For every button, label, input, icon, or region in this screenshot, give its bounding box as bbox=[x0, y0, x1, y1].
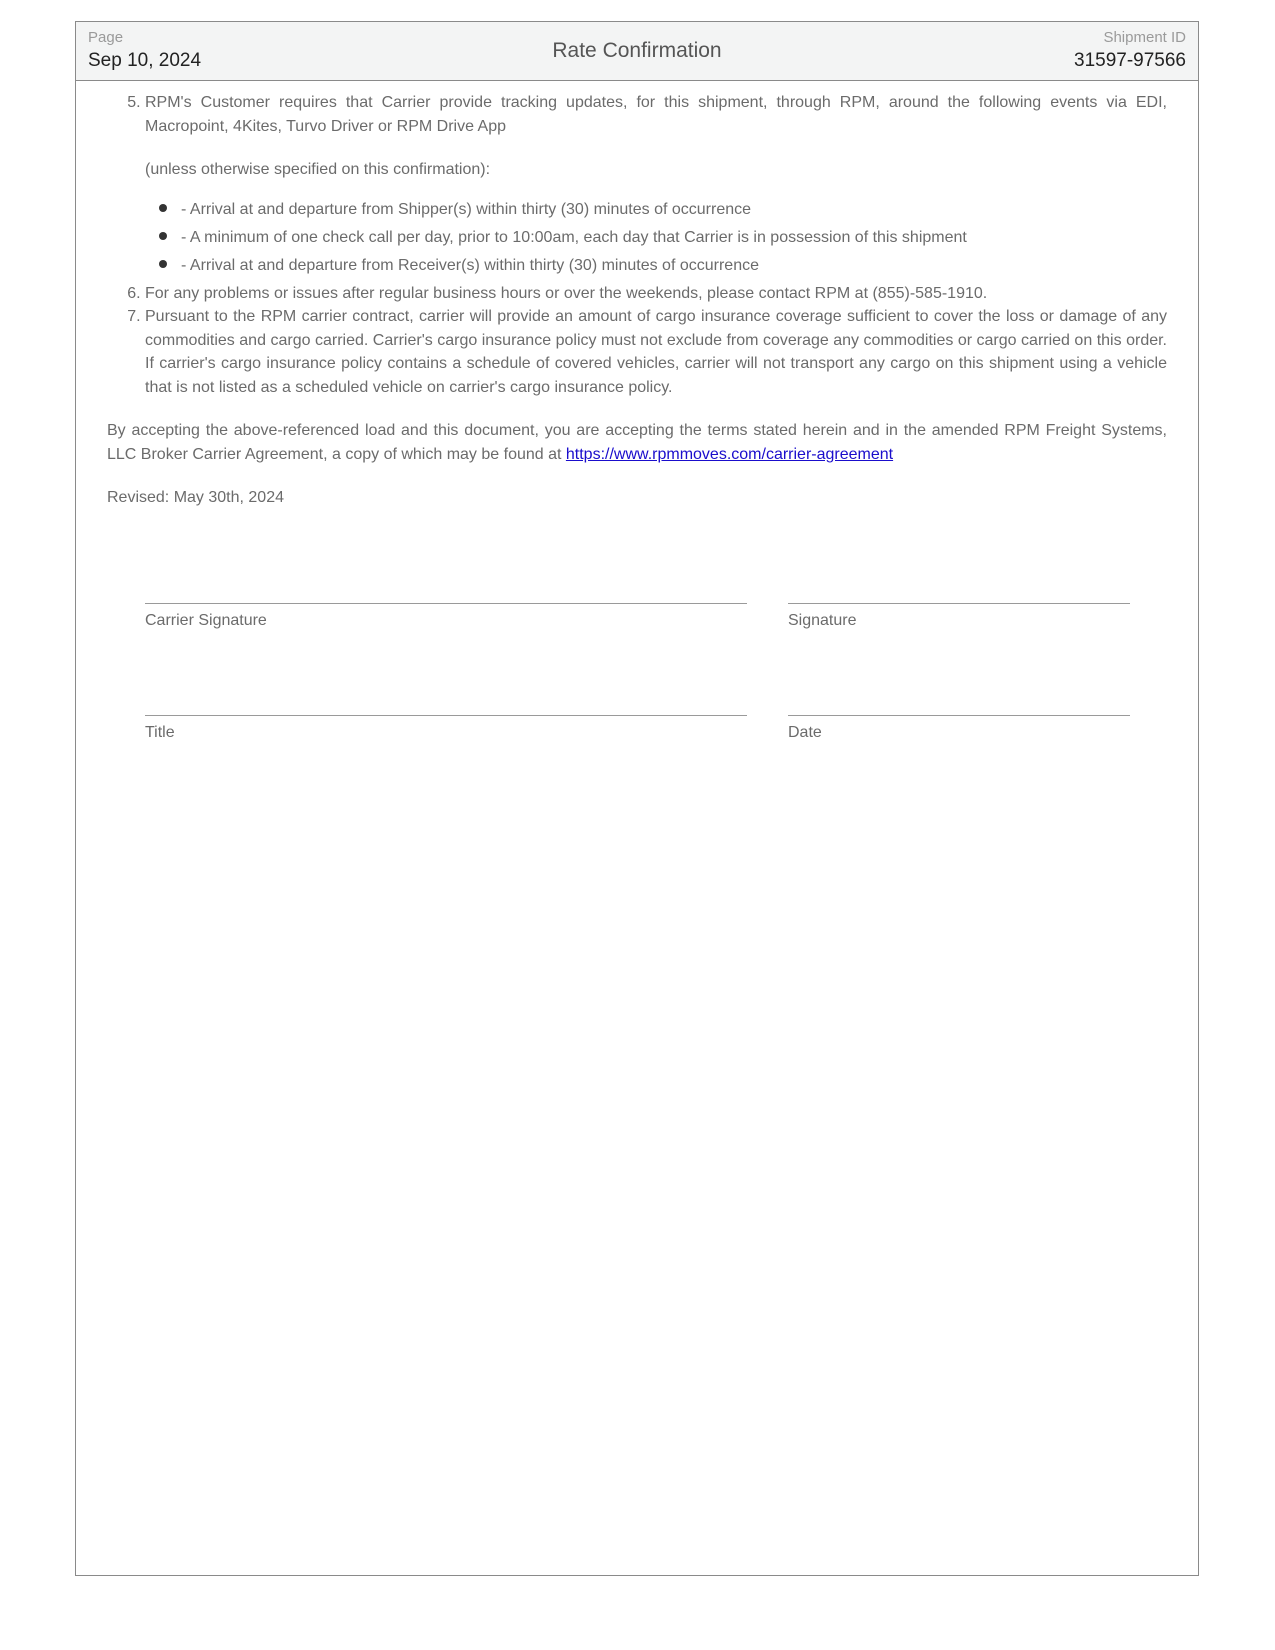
page-label: Page bbox=[88, 29, 124, 46]
shipment-id-label: Shipment ID bbox=[1103, 29, 1186, 46]
event-text: - A minimum of one check call per day, prior to 10:00am, each day that Carrier is in possession of this shipment bbox=[181, 228, 967, 246]
tracking-events-list bbox=[145, 198, 1167, 277]
title-field bbox=[145, 715, 747, 742]
bullet-icon bbox=[159, 260, 167, 268]
signature-line bbox=[788, 715, 1130, 716]
acceptance-text: By accepting the above-referenced load and this document, you are accepting the terms stated herein and in the amended RPM Freight Systems, LLC Broker Carrier Agreement, a copy of which may be found at bbox=[107, 422, 1167, 463]
date-field bbox=[788, 715, 1130, 742]
terms-content bbox=[107, 91, 1167, 510]
terms-list bbox=[107, 91, 1167, 399]
event-text: - Arrival at and departure from Shipper(s) within thirty (30) minutes of occurrence bbox=[181, 200, 752, 218]
term-6-text: For any problems or issues after regular business hours or over the weekends, please contact RPM at (855)-585-1910. bbox=[145, 284, 988, 302]
term-5-text: RPM's Customer requires that Carrier provide tracking updates, for this shipment, through RPM, around the following events via EDI, Macropoint, 4Kites, Turvo Driver or RPM Drive App bbox=[145, 94, 1167, 135]
signature-label: Signature bbox=[788, 612, 857, 629]
list-item bbox=[181, 254, 1167, 277]
document-header bbox=[76, 22, 1198, 81]
term-item-7 bbox=[145, 305, 1167, 399]
term-item-6 bbox=[145, 282, 1167, 306]
term-5-note: (unless otherwise specified on this confirmation): bbox=[145, 161, 491, 178]
bullet-icon bbox=[159, 204, 167, 212]
list-item bbox=[181, 226, 1167, 249]
signature-line bbox=[788, 603, 1130, 604]
signature-line bbox=[145, 715, 747, 716]
bullet-icon bbox=[159, 232, 167, 240]
term-7-text: Pursuant to the RPM carrier contract, carrier will provide an amount of cargo insurance coverage sufficient to cover the loss or damage of any commodities and cargo carried. Carrier's cargo insurance policy must not exclude from coverage any commodities or cargo carried on this order. If carrier's cargo insurance policy contains a schedule of covered vehicles, carrier will not transport any cargo on this shipment using a vehicle that is not listed as a scheduled vehicle on carrier's cargo insurance policy. bbox=[145, 308, 1167, 396]
header-right bbox=[1074, 28, 1186, 74]
carrier-signature-field bbox=[145, 603, 747, 630]
carrier-agreement-link[interactable]: https://www.rpmmoves.com/carrier-agreement bbox=[565, 445, 894, 463]
date-label: Date bbox=[788, 724, 822, 741]
revised-date: Revised: May 30th, 2024 bbox=[107, 489, 284, 506]
carrier-signature-label: Carrier Signature bbox=[145, 612, 267, 629]
shipment-id-value: 31597-97566 bbox=[1074, 50, 1186, 71]
page-title: Rate Confirmation bbox=[552, 39, 722, 62]
title-label: Title bbox=[145, 724, 175, 741]
term-item-5 bbox=[145, 91, 1167, 277]
event-text: - Arrival at and departure from Receiver(s) within thirty (30) minutes of occurrence bbox=[181, 256, 759, 274]
signature-field bbox=[788, 603, 1130, 630]
document-date: Sep 10, 2024 bbox=[88, 50, 202, 71]
signature-line bbox=[145, 603, 747, 604]
list-item bbox=[181, 198, 1167, 221]
acceptance-paragraph bbox=[107, 419, 1167, 466]
